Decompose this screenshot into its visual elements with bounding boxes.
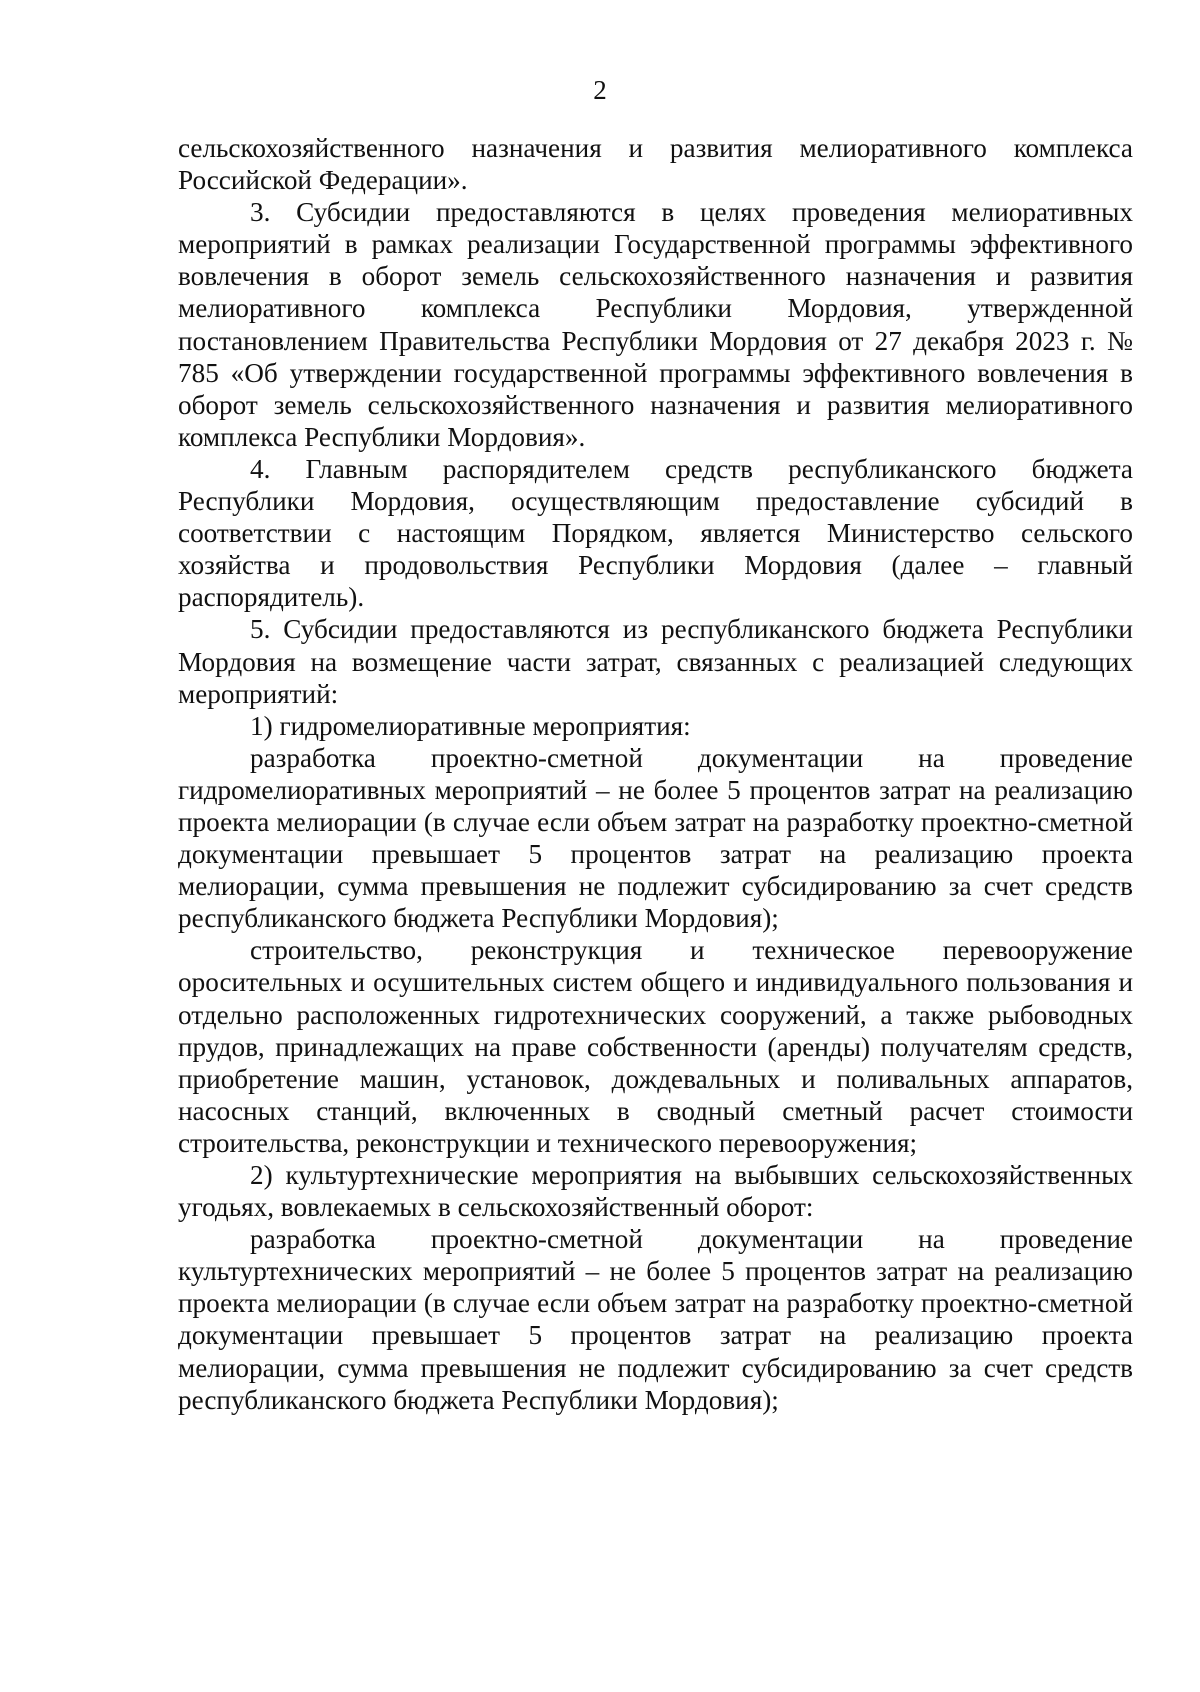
subitem-1-heading: 1) гидромелиоративные мероприятия: bbox=[250, 710, 691, 741]
document-body bbox=[178, 132, 1133, 1416]
paragraph-item-5: 5. Субсидии предоставляются из республиканского бюджета Республики Мордовия на возмещение части затрат, связанных с реализацией следующих мероприятий: bbox=[178, 614, 1133, 709]
subitem-2-heading: 2) культуртехнические мероприятия на выбывших сельскохозяйственных угодьях, вовлекаемых в сельскохозяйственный оборот: bbox=[178, 1160, 1133, 1223]
subitem-1-construction: строительство, реконструкция и техническое перевооружение оросительных и осушительных систем общего и индивидуального пользования и отдельно расположенных гидротехнических сооружений, а также рыбоводных прудов, принадлежащих на праве собственности (аренды) получателям средств, приобретение машин, установок, дождевальных и поливальных аппаратов, насосных станций, включенных в сводный сметный расчет стоимости строительства, реконструкции и технического перевооружения; bbox=[178, 935, 1133, 1158]
paragraph-item-4: 4. Главным распорядителем средств республиканского бюджета Республики Мордовия, осуществляющим предоставление субсидий в соответствии с настоящим Порядком, является Министерство сельского хозяйства и продовольствия Республики Мордовия (далее – главный распорядитель). bbox=[178, 453, 1133, 613]
paragraph-item-3: 3. Субсидии предоставляются в целях проведения мелиоративных мероприятий в рамках реализации Государственной программы эффективного вовлечения в оборот земель сельскохозяйственного назначения и развития мелиоративного комплекса Республики Мордовия, утвержденной постановлением Правительства Республики Мордовия от 27 декабря 2023 г. № 785 «Об утверждении государственной программы эффективного вовлечения в оборот земель сельскохозяйственного назначения и развития мелиоративного комплекса Республики Мордовия». bbox=[178, 197, 1133, 452]
subitem-2-design-docs: разработка проектно-сметной документации на проведение культуртехнических мероприятий – не более 5 процентов затрат на реализацию проекта мелиорации (в случае если объем затрат на разработку проектно-сметной документации превышает 5 процентов затрат на реализацию проекта мелиорации, сумма превышения не подлежит субсидированию за счет средств республиканского бюджета Республики Мордовия); bbox=[178, 1224, 1133, 1415]
subitem-1-design-docs: разработка проектно-сметной документации на проведение гидромелиоративных мероприятий – не более 5 процентов затрат на реализацию проекта мелиорации (в случае если объем затрат на разработку проектно-сметной документации превышает 5 процентов затрат на реализацию проекта мелиорации, сумма превышения не подлежит субсидированию за счет средств республиканского бюджета Республики Мордовия); bbox=[178, 742, 1133, 934]
paragraph-continuation: сельскохозяйственного назначения и развития мелиоративного комплекса Российской Федерации». bbox=[178, 133, 1133, 196]
page-number: 2 bbox=[593, 75, 607, 105]
